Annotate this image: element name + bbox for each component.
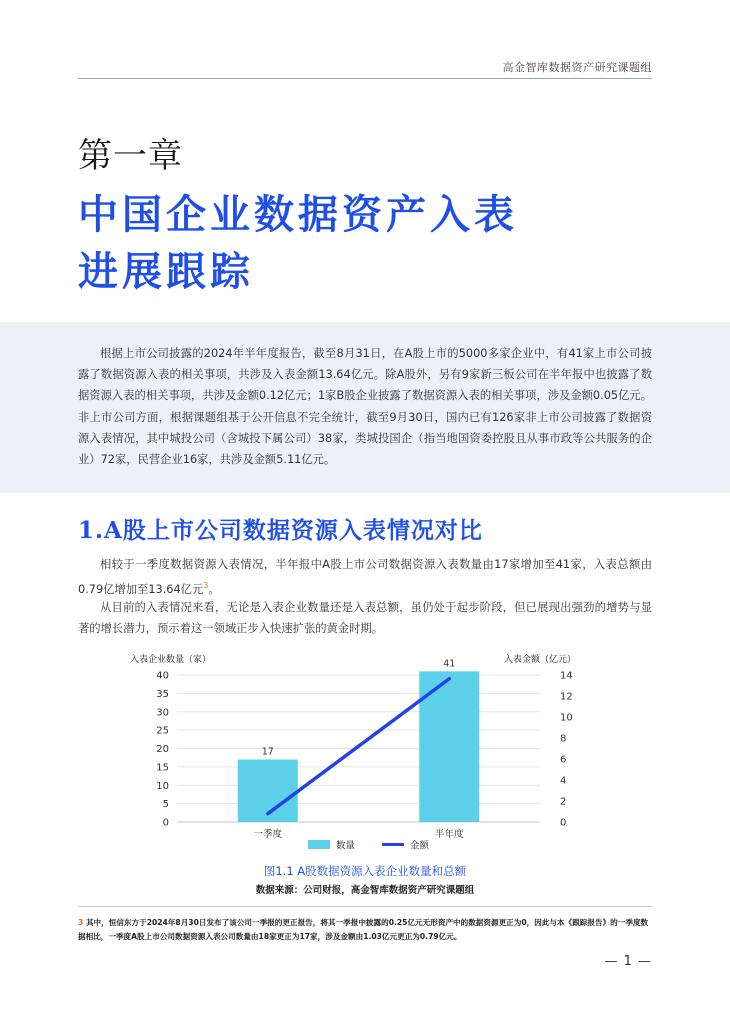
legend-swatch-count <box>308 840 330 849</box>
chapter-title-line1: 中国企业数据资产入表 <box>78 192 518 238</box>
y-right-tick-label: 2 <box>560 796 567 808</box>
bar-data-label: 41 <box>443 658 456 670</box>
legend-label-amount: 金额 <box>410 840 430 852</box>
paragraph-1-text: 相较于一季度数据资源入表情况，半年报中A股上市公司数据资源入表数量由17家增加至41家，入表总额由0.79亿增加至13.64亿元 <box>78 558 652 596</box>
y-right-tick-label: 4 <box>560 775 567 787</box>
y-right-tick-label: 10 <box>560 712 573 724</box>
paragraph-1-tail: 。 <box>208 582 220 596</box>
y-left-tick-label: 20 <box>156 744 169 755</box>
running-header <box>78 59 652 79</box>
y-left-tick-label: 10 <box>156 780 169 792</box>
y-right-tick-label: 0 <box>560 817 567 829</box>
section-title: 1.A股上市公司数据资源入表情况对比 <box>78 517 483 544</box>
footnote-ref[interactable]: 3 <box>203 581 209 590</box>
y-right-tick-label: 8 <box>560 733 567 745</box>
y-left-tick-label: 40 <box>156 670 169 682</box>
bar-line-chart <box>130 648 580 863</box>
figure-caption: 图1.1 A股数据资源入表企业数量和总额 <box>263 864 467 878</box>
y-axis-left-label: 入表企业数量（家） <box>130 655 212 665</box>
y-axis-right-label: 入表金额（亿元） <box>503 655 576 665</box>
y-right-tick-label: 14 <box>560 670 573 682</box>
y-left-tick-label: 15 <box>156 762 169 774</box>
footnote-text: 其中，恒信东方于2024年8月30日发布了该公司一季报的更正报告，将其一季报中披露的0.25亿元无形资产中的数据资源更正为0，因此与本《跟踪报告》的一季度数据相比，一季度A股上市公司数据资源入表公司数量由18家更正为17家，涉及金额由1.03亿元更正为0.79亿元。 <box>78 918 649 941</box>
y-left-tick-label: 30 <box>156 707 169 719</box>
y-left-tick-label: 0 <box>162 817 169 829</box>
summary-paragraph: 根据上市公司披露的2024年半年度报告，截至8月31日，在A股上市的5000多家企业中，有41家上市公司披露了数据资源入表的相关事项，共涉及入表金额13.64亿元。除A股外，另有9家新三板公司在半年报中也披露了数据资源入表的相关事项，共涉及金额0.12亿元；1家B股企业披露了数据资源入表的相关事项，涉及金额0.05亿元。非上市公司方面，根据课题组基于公开信息不完全统计，截至9月30日，国内已有126家非上市公司披露了数据资源入表情况，其中城投公司（含城投下属公司）38家，类城投国企（指当地国资委控股且从事市政等公共服务的企业）72家，民营企业16家，共涉及金额5.11亿元。 <box>78 347 652 467</box>
y-left-tick-label: 35 <box>156 688 169 700</box>
chapter-title-line2: 进展跟踪 <box>78 249 254 295</box>
chart-container <box>130 648 580 883</box>
y-left-tick-label: 5 <box>162 799 169 811</box>
footnote-mark: 3 <box>78 918 84 927</box>
page-number: — 1 — <box>604 954 652 969</box>
footnote <box>78 916 652 944</box>
header-org: 高金智库数据资产研究课题组 <box>502 61 652 74</box>
y-right-tick-label: 12 <box>560 691 573 703</box>
bar-data-label: 17 <box>261 746 274 758</box>
y-right-tick-label: 6 <box>560 754 567 766</box>
chapter-label: 第一章 <box>78 136 183 176</box>
x-tick-label: 一季度 <box>253 829 283 840</box>
paragraph-1 <box>78 554 652 600</box>
figure-source: 数据来源：公司财报，高金智库数据资产研究课题组 <box>255 885 475 896</box>
legend-label-count: 数量 <box>336 840 356 852</box>
paragraph-2: 从目前的入表情况来看，无论是入表企业数量还是入表总额，虽仍处于起步阶段，但已展现出强劲的增势与显著的增长潜力，预示着这一领域正步入快速扩张的黄金时期。 <box>78 601 652 635</box>
y-left-tick-label: 25 <box>156 725 169 737</box>
footnote-divider <box>78 906 652 907</box>
x-tick-label: 半年度 <box>434 829 464 840</box>
